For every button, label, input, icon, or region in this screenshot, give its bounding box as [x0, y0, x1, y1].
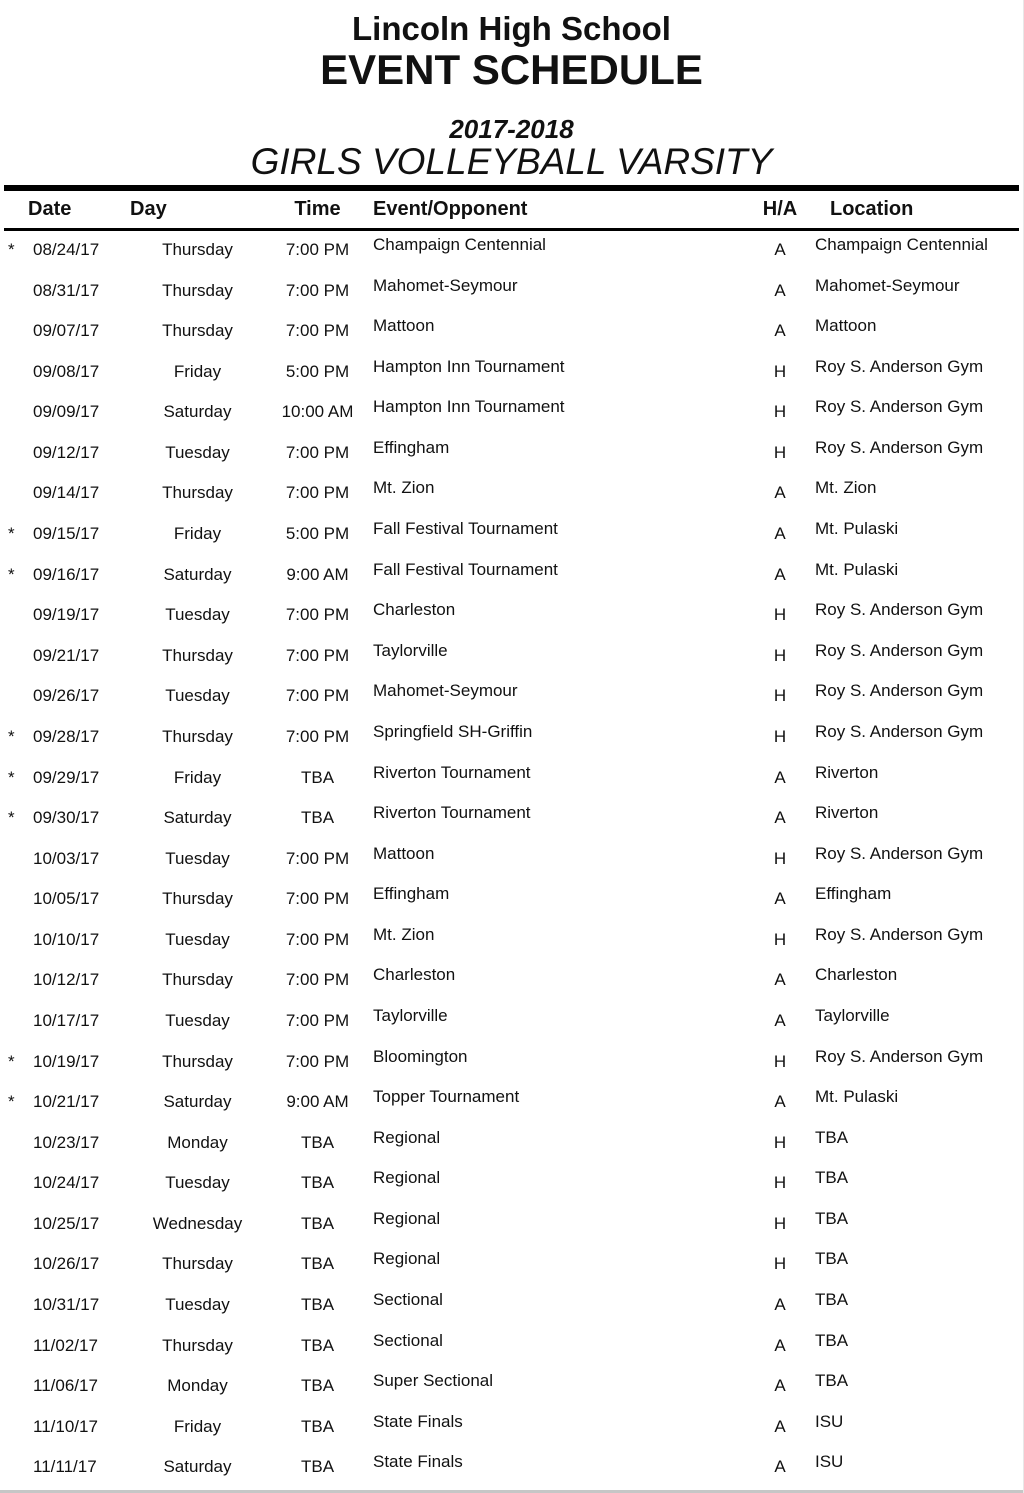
cell-event: Regional — [373, 1127, 441, 1147]
asterisk-flag — [0, 1205, 28, 1246]
asterisk-flag — [0, 1002, 28, 1043]
cell-time: 7:00 PM — [285, 686, 350, 706]
cell-ha: A — [774, 1416, 786, 1436]
cell-ha: A — [774, 524, 786, 544]
cell-date: 11/02/17 — [33, 1335, 98, 1355]
schedule-row — [0, 272, 1023, 313]
cell-location: Riverton — [815, 803, 879, 823]
schedule-row — [0, 677, 1023, 718]
cell-time: TBA — [300, 1416, 335, 1436]
cell-location: Roy S. Anderson Gym — [815, 843, 984, 863]
cell-location: Roy S. Anderson Gym — [815, 640, 984, 660]
cell-ha: H — [773, 1213, 787, 1233]
schedule-row — [0, 231, 1023, 272]
cell-time: 7:00 PM — [285, 1010, 350, 1030]
cell-location: Roy S. Anderson Gym — [815, 721, 984, 741]
table-header-row — [0, 191, 1023, 228]
cell-location: Mt. Pulaski — [815, 519, 899, 539]
cell-event: Springfield SH-Griffin — [373, 721, 533, 741]
cell-day: Thursday — [162, 726, 233, 746]
column-header-ha: H/A — [762, 198, 798, 220]
cell-location: Roy S. Anderson Gym — [815, 397, 984, 417]
asterisk-flag — [0, 677, 28, 718]
cell-location: TBA — [815, 1127, 849, 1147]
asterisk-flag — [0, 434, 28, 475]
cell-day: Thursday — [162, 1051, 233, 1071]
cell-event: Riverton Tournament — [373, 803, 531, 823]
cell-location: TBA — [815, 1208, 849, 1228]
asterisk-flag — [0, 1124, 28, 1165]
asterisk-flag: * — [8, 524, 15, 544]
cell-date: 09/14/17 — [33, 483, 100, 503]
cell-date: 10/05/17 — [33, 889, 100, 909]
cell-time: TBA — [300, 1457, 335, 1477]
cell-time: 7:00 PM — [285, 645, 350, 665]
cell-location: Roy S. Anderson Gym — [815, 1046, 984, 1066]
cell-ha: H — [773, 1254, 787, 1274]
cell-day: Saturday — [163, 402, 232, 422]
cell-time: 7:00 PM — [285, 280, 350, 300]
cell-location: Champaign Centennial — [815, 235, 988, 254]
schedule-row — [0, 1286, 1023, 1327]
cell-ha: A — [774, 1335, 786, 1355]
schedule-row — [0, 1205, 1023, 1246]
schedule-row — [0, 393, 1023, 434]
cell-ha: H — [773, 726, 787, 746]
cell-event: Riverton Tournament — [373, 762, 531, 782]
page-header — [0, 0, 1023, 182]
column-header-location: Location — [830, 198, 914, 220]
cell-ha: H — [773, 402, 787, 422]
cell-day: Friday — [173, 361, 222, 381]
cell-date: 10/19/17 — [33, 1051, 100, 1071]
cell-time: 7:00 PM — [285, 929, 350, 949]
schedule-row — [0, 1002, 1023, 1043]
column-header-date: Date — [28, 198, 72, 220]
cell-ha: H — [773, 1132, 787, 1152]
cell-location: ISU — [815, 1411, 844, 1431]
cell-ha: A — [774, 483, 786, 503]
asterisk-flag: * — [8, 1051, 15, 1071]
cell-date: 08/24/17 — [33, 240, 100, 259]
cell-day: Thursday — [162, 970, 233, 990]
cell-time: TBA — [300, 1254, 335, 1274]
cell-date: 10/17/17 — [33, 1010, 100, 1030]
cell-event: Charleston — [373, 965, 456, 985]
cell-event: State Finals — [373, 1411, 463, 1431]
cell-event: Regional — [373, 1249, 441, 1269]
cell-ha: H — [773, 361, 787, 381]
schedule-row — [0, 1083, 1023, 1124]
cell-day: Thursday — [162, 1254, 233, 1274]
cell-time: TBA — [300, 1132, 335, 1152]
cell-time: 5:00 PM — [285, 361, 350, 381]
cell-event: Sectional — [373, 1290, 443, 1310]
cell-date: 10/10/17 — [33, 929, 100, 949]
cell-location: TBA — [815, 1249, 849, 1269]
cell-date: 09/26/17 — [33, 686, 100, 706]
schedule-row — [0, 961, 1023, 1002]
cell-day: Thursday — [162, 1335, 233, 1355]
schedule-row — [0, 880, 1023, 921]
cell-ha: A — [774, 1010, 786, 1030]
cell-ha: H — [773, 1051, 787, 1071]
schedule-row — [0, 1448, 1023, 1489]
cell-time: 7:00 PM — [285, 1051, 350, 1071]
asterisk-flag — [0, 1286, 28, 1327]
asterisk-flag — [0, 393, 28, 434]
asterisk-flag — [0, 637, 28, 678]
cell-day: Tuesday — [165, 686, 230, 706]
cell-date: 10/26/17 — [33, 1254, 100, 1274]
cell-date: 10/12/17 — [33, 970, 100, 990]
schedule-row — [0, 718, 1023, 759]
cell-date: 10/21/17 — [33, 1092, 100, 1112]
schedule-row — [0, 1043, 1023, 1084]
cell-location: TBA — [815, 1330, 849, 1350]
schedule-row — [0, 799, 1023, 840]
cell-location: Roy S. Anderson Gym — [815, 437, 984, 457]
asterisk-flag: * — [8, 1092, 15, 1112]
cell-location: Effingham — [815, 884, 892, 904]
cell-location: ISU — [815, 1452, 844, 1472]
cell-time: TBA — [300, 1173, 335, 1193]
cell-event: Mahomet-Seymour — [373, 681, 518, 701]
cell-ha: H — [773, 605, 787, 625]
cell-location: TBA — [815, 1290, 849, 1310]
cell-location: TBA — [815, 1168, 849, 1188]
schedule-row — [0, 1245, 1023, 1286]
cell-location: Roy S. Anderson Gym — [815, 356, 984, 376]
cell-event: Bloomington — [373, 1046, 468, 1066]
cell-time: TBA — [300, 1295, 335, 1315]
cell-day: Wednesday — [152, 1213, 243, 1233]
cell-day: Saturday — [163, 1092, 232, 1112]
school-name: Lincoln High School — [352, 10, 671, 47]
cell-time: 10:00 AM — [281, 402, 354, 422]
schedule-row — [0, 1327, 1023, 1368]
asterisk-flag — [0, 272, 28, 313]
asterisk-flag — [0, 921, 28, 962]
cell-event: Hampton Inn Tournament — [373, 356, 565, 376]
cell-event: Taylorville — [373, 1005, 448, 1025]
cell-event: Regional — [373, 1168, 441, 1188]
asterisk-flag — [0, 596, 28, 637]
cell-date: 10/25/17 — [33, 1213, 100, 1233]
asterisk-flag: * — [8, 767, 15, 787]
cell-date: 10/31/17 — [33, 1295, 100, 1315]
cell-date: 08/31/17 — [33, 280, 100, 300]
asterisk-flag — [0, 1164, 28, 1205]
cell-date: 09/21/17 — [33, 645, 100, 665]
cell-day: Saturday — [163, 1457, 232, 1477]
cell-ha: A — [774, 1376, 786, 1396]
asterisk-flag — [0, 880, 28, 921]
cell-ha: H — [773, 848, 787, 868]
cell-date: 09/07/17 — [33, 321, 100, 341]
cell-date: 11/06/17 — [33, 1376, 98, 1396]
cell-date: 09/08/17 — [33, 361, 100, 381]
cell-location: Riverton — [815, 762, 879, 782]
cell-event: Regional — [373, 1208, 441, 1228]
cell-day: Monday — [167, 1132, 228, 1152]
cell-ha: A — [774, 280, 786, 300]
cell-ha: A — [774, 808, 786, 828]
schedule-row — [0, 312, 1023, 353]
cell-time: 7:00 PM — [285, 240, 350, 259]
cell-day: Tuesday — [165, 442, 230, 462]
cell-ha: A — [774, 240, 786, 259]
cell-event: Champaign Centennial — [373, 235, 546, 254]
schedule-row — [0, 596, 1023, 637]
cell-event: Effingham — [373, 437, 450, 457]
cell-time: 7:00 PM — [285, 483, 350, 503]
cell-event: Taylorville — [373, 640, 448, 660]
cell-date: 10/03/17 — [33, 848, 100, 868]
cell-ha: A — [774, 889, 786, 909]
cell-date: 09/12/17 — [33, 442, 100, 462]
cell-time: 7:00 PM — [285, 889, 350, 909]
cell-location: Roy S. Anderson Gym — [815, 924, 984, 944]
cell-ha: A — [774, 970, 786, 990]
cell-ha: A — [774, 767, 786, 787]
cell-time: 7:00 PM — [285, 442, 350, 462]
cell-day: Thursday — [162, 483, 233, 503]
team-name: GIRLS VOLLEYBALL VARSITY — [250, 141, 773, 182]
asterisk-flag — [0, 1448, 28, 1489]
asterisk-flag: * — [8, 564, 15, 584]
cell-time: 9:00 AM — [286, 564, 349, 584]
cell-ha: A — [774, 1092, 786, 1112]
cell-date: 09/30/17 — [33, 808, 100, 828]
cell-time: 7:00 PM — [285, 970, 350, 990]
asterisk-flag — [0, 1367, 28, 1408]
cell-ha: H — [773, 645, 787, 665]
cell-date: 11/10/17 — [33, 1416, 98, 1436]
header-spacer — [0, 191, 28, 228]
cell-day: Thursday — [162, 645, 233, 665]
schedule-row — [0, 1124, 1023, 1165]
asterisk-flag — [0, 1327, 28, 1368]
cell-event: Charleston — [373, 600, 456, 620]
cell-event: State Finals — [373, 1452, 463, 1472]
cell-day: Tuesday — [165, 848, 230, 868]
cell-event: Effingham — [373, 884, 450, 904]
schedule-row — [0, 1408, 1023, 1449]
cell-date: 09/29/17 — [33, 767, 100, 787]
cell-event: Mattoon — [373, 843, 435, 863]
cell-ha: A — [774, 564, 786, 584]
cell-event: Mt. Zion — [373, 924, 435, 944]
cell-day: Thursday — [162, 889, 233, 909]
cell-location: Roy S. Anderson Gym — [815, 600, 984, 620]
cell-day: Friday — [173, 524, 222, 544]
cell-location: Charleston — [815, 965, 898, 985]
asterisk-flag — [0, 312, 28, 353]
cell-ha: H — [773, 929, 787, 949]
cell-ha: A — [774, 321, 786, 341]
schedule-row — [0, 637, 1023, 678]
cell-time: 7:00 PM — [285, 605, 350, 625]
cell-time: 7:00 PM — [285, 726, 350, 746]
cell-event: Hampton Inn Tournament — [373, 397, 565, 417]
cell-day: Tuesday — [165, 1173, 230, 1193]
asterisk-flag — [0, 353, 28, 394]
cell-date: 09/09/17 — [33, 402, 100, 422]
cell-ha: H — [773, 686, 787, 706]
cell-event: Topper Tournament — [373, 1087, 520, 1107]
cell-date: 09/28/17 — [33, 726, 100, 746]
cell-event: Mattoon — [373, 316, 435, 336]
cell-day: Tuesday — [165, 1295, 230, 1315]
cell-day: Tuesday — [165, 929, 230, 949]
cell-event: Fall Festival Tournament — [373, 519, 558, 539]
cell-time: 7:00 PM — [285, 321, 350, 341]
cell-location: Mt. Pulaski — [815, 559, 899, 579]
cell-time: 7:00 PM — [285, 848, 350, 868]
column-header-event: Event/Opponent — [373, 198, 528, 220]
asterisk-flag — [0, 1245, 28, 1286]
column-header-time: Time — [294, 198, 341, 220]
cell-day: Friday — [173, 767, 222, 787]
cell-location: Mattoon — [815, 316, 877, 336]
cell-event: Mahomet-Seymour — [373, 275, 518, 295]
cell-day: Saturday — [163, 808, 232, 828]
asterisk-flag: * — [8, 240, 15, 259]
asterisk-flag — [0, 840, 28, 881]
cell-date: 10/23/17 — [33, 1132, 100, 1152]
cell-day: Tuesday — [165, 605, 230, 625]
schedule-row — [0, 921, 1023, 962]
cell-location: Mahomet-Seymour — [815, 275, 960, 295]
cell-time: TBA — [300, 1376, 335, 1396]
cell-time: 9:00 AM — [286, 1092, 349, 1112]
cell-day: Saturday — [163, 564, 232, 584]
cell-date: 09/15/17 — [33, 524, 100, 544]
cell-date: 09/19/17 — [33, 605, 100, 625]
schedule-row — [0, 474, 1023, 515]
cell-event: Sectional — [373, 1330, 443, 1350]
asterisk-flag: * — [8, 808, 15, 828]
schedule-row — [0, 434, 1023, 475]
cell-day: Thursday — [162, 321, 233, 341]
schedule-row — [0, 556, 1023, 597]
cell-day: Monday — [167, 1376, 228, 1396]
cell-event: Mt. Zion — [373, 478, 435, 498]
asterisk-flag — [0, 474, 28, 515]
cell-ha: A — [774, 1457, 786, 1477]
cell-date: 09/16/17 — [33, 564, 100, 584]
column-header-day: Day — [130, 198, 167, 220]
cell-time: 5:00 PM — [285, 524, 350, 544]
schedule-row — [0, 759, 1023, 800]
cell-location: Mt. Zion — [815, 478, 877, 498]
asterisk-flag: * — [8, 726, 15, 746]
cell-ha: A — [774, 1295, 786, 1315]
schedule-row — [0, 840, 1023, 881]
cell-time: TBA — [300, 767, 335, 787]
cell-day: Friday — [173, 1416, 222, 1436]
schedule-row — [0, 515, 1023, 556]
asterisk-flag — [0, 1408, 28, 1449]
schedule-rows — [0, 231, 1023, 1489]
cell-location: Mt. Pulaski — [815, 1087, 899, 1107]
cell-event: Super Sectional — [373, 1371, 494, 1391]
season-year: 2017-2018 — [449, 114, 574, 144]
cell-day: Thursday — [162, 280, 233, 300]
cell-date: 11/11/17 — [33, 1457, 97, 1477]
asterisk-flag — [0, 961, 28, 1002]
cell-time: TBA — [300, 1335, 335, 1355]
document-title: EVENT SCHEDULE — [320, 46, 703, 93]
cell-location: Taylorville — [815, 1005, 890, 1025]
cell-day: Tuesday — [165, 1010, 230, 1030]
cell-time: TBA — [300, 808, 335, 828]
schedule-row — [0, 353, 1023, 394]
cell-time: TBA — [300, 1213, 335, 1233]
cell-event: Fall Festival Tournament — [373, 559, 558, 579]
cell-day: Thursday — [162, 240, 233, 259]
cell-location: Roy S. Anderson Gym — [815, 681, 984, 701]
schedule-row — [0, 1164, 1023, 1205]
cell-date: 10/24/17 — [33, 1173, 100, 1193]
cell-ha: H — [773, 1173, 787, 1193]
schedule-row — [0, 1367, 1023, 1408]
cell-ha: H — [773, 442, 787, 462]
cell-location: TBA — [815, 1371, 849, 1391]
